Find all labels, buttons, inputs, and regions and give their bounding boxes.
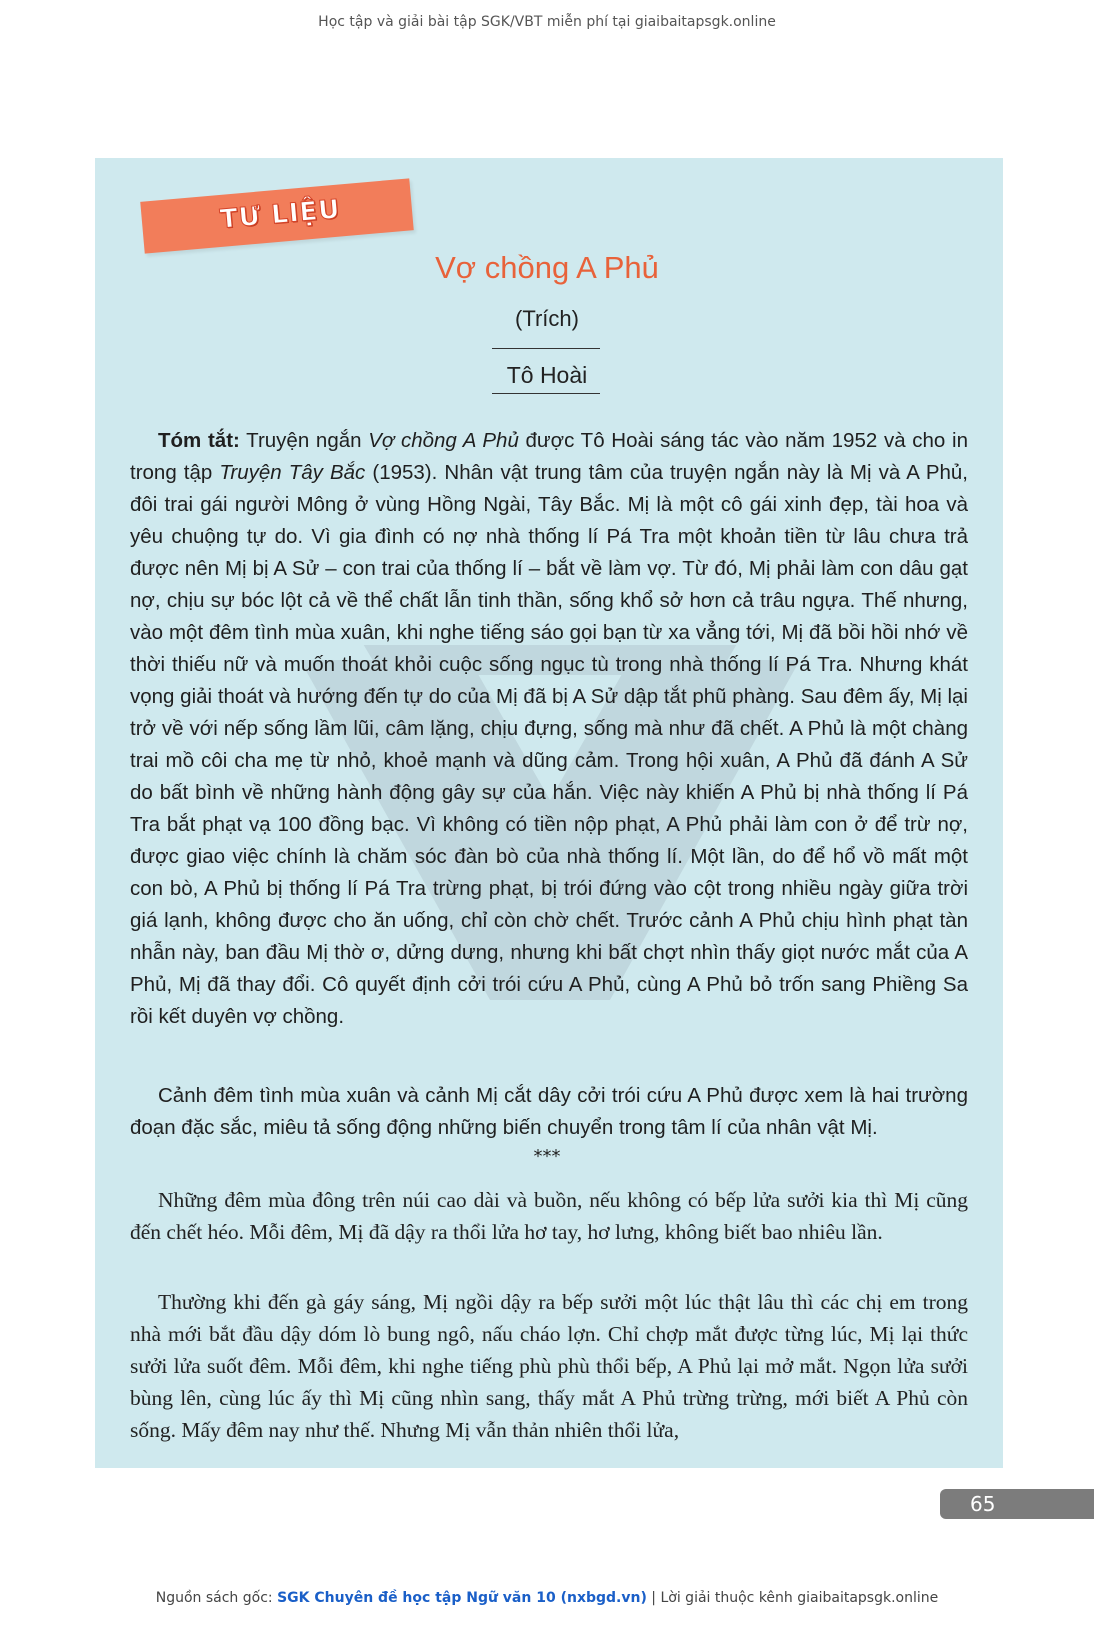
summary-collection-title: Truyện Tây Bắc [219, 461, 366, 484]
work-subtitle: (Trích) [515, 306, 579, 331]
excerpt-paragraph-1: Những đêm mùa đông trên núi cao dài và buồn, nếu không có bếp lửa sưởi kia thì Mị cũng đến chết héo. Mỗi đêm, Mị đã dậy ra thổi lửa hơ tay, hơ lưng, không biết bao nhiêu lần. [130, 1188, 968, 1244]
summary-paragraph [130, 425, 968, 1033]
top-banner: Học tập và giải bài tập SGK/VBT miễn phí tại giaibaitapsgk.online [318, 14, 776, 30]
footer-source-link[interactable]: SGK Chuyên đề học tập Ngữ văn 10 (nxbgd.vn) [277, 1590, 647, 1606]
page-number: 65 [940, 1489, 1094, 1519]
summary-text-1: Truyện ngắn [239, 429, 369, 452]
footer-suffix: | Lời giải thuộc kênh giaibaitapsgk.online [646, 1590, 939, 1606]
divider-top [492, 348, 600, 349]
summary-text-2: được Tô Hoài sáng tác vào năm 1952 và cho in trong tập [130, 429, 968, 484]
note-paragraph: Cảnh đêm tình mùa xuân và cảnh Mị cắt dây cởi trói cứu A Phủ được xem là hai trường đoạn đặc sắc, miêu tả sống động những biến chuyển trong tâm lí của nhân vật Mị. [130, 1084, 968, 1139]
footer-prefix: Nguồn sách gốc: [155, 1590, 278, 1606]
summary-text-3: (1953). Nhân vật trung tâm của truyện ngắn này là Mị và A Phủ, đôi trai gái người Mông ở vùng Hồng Ngài, Tây Bắc. Mị là một cô gái xinh đẹp, tài hoa và yêu chuộng tự do. Vì gia đình có nợ nhà thống lí Pá Tra một khoản tiền từ lâu chưa trả được nên Mị bị A Sử – con trai của thống lí – bắt về làm vợ. Từ đó, Mị phải làm con dâu gạt nợ, chịu sự bóc lột cả về thể chất lẫn tinh thần, sống khổ sở hơn cả trâu ngựa. Thế nhưng, vào một đêm tình mùa xuân, khi nghe tiếng sáo gọi bạn từ xa vẳng tới, Mị đã bồi hồi nhớ về thời thiếu nữ và muốn thoát khỏi cuộc sống ngục tù trong nhà thống lí Pá Tra. Nhưng khát vọng giải thoát và hướng đến tự do của Mị đã bị A Sử dập tắt phũ phàng. Sau đêm ấy, Mị lại trở về với nếp sống lầm lũi, câm lặng, chịu đựng, sống mà như đã chết. A Phủ là một chàng trai mồ côi cha mẹ từ nhỏ, khoẻ mạnh và dũng cảm. Trong hội xuân, A Phủ đã đánh A Sử do bất bình về những hành động gây sự của hắn. Việc này khiến A Phủ bị nhà thống lí Pá Tra bắt phạt vạ 100 đồng bạc. Vì không có tiền nộp phạt, A Phủ phải làm con ở để trừ nợ, được giao việc chính là chăm sóc đàn bò của nhà thống lí. Một lần, do để hổ vồ mất một con bò, A Phủ bị thống lí Pá Tra trừng phạt, bị trói đứng vào cột trong nhiều ngày giữa trời giá lạnh, không được cho ăn uống, chỉ còn chờ chết. Trước cảnh A Phủ chịu hình phạt tàn nhẫn này, ban đầu Mị thờ ơ, dửng dưng, nhưng khi bất chợt nhìn thấy giọt nước mắt của A Phủ, Mị đã thay đổi. Cô quyết định cởi trói cứu A Phủ, cùng A Phủ bỏ trốn sang Phiềng Sa rồi kết duyên vợ chồng. [130, 461, 968, 1028]
footer [0, 1590, 1094, 1606]
section-separator: *** [533, 1146, 561, 1167]
work-title: Vợ chồng A Phủ [435, 250, 659, 285]
divider-bottom [492, 393, 600, 394]
excerpt-paragraph-2: Thường khi đến gà gáy sáng, Mị ngồi dậy ra bếp sưởi một lúc thật lâu thì các chị em trong nhà mới bắt đầu dậy dóm lò bung ngô, nấu cháo lợn. Chỉ chợp mắt được từng lúc, Mị lại thức sưởi lửa suốt đêm. Mỗi đêm, khi nghe tiếng phù phù thổi bếp, A Phủ lại mở mắt. Ngọn lửa sưởi bùng lên, cùng lúc ấy thì Mị cũng nhìn sang, thấy mắt A Phủ trừng trừng, mới biết A Phủ còn sống. Mấy đêm nay như thế. Nhưng Mị vẫn thản nhiên thổi lửa, [130, 1290, 968, 1442]
summary-work-title: Vợ chồng A Phủ [368, 429, 519, 452]
summary-label: Tóm tắt: [158, 429, 240, 452]
work-author: Tô Hoài [506, 362, 588, 388]
section-tag-label: TƯ LIỆU [218, 194, 342, 235]
